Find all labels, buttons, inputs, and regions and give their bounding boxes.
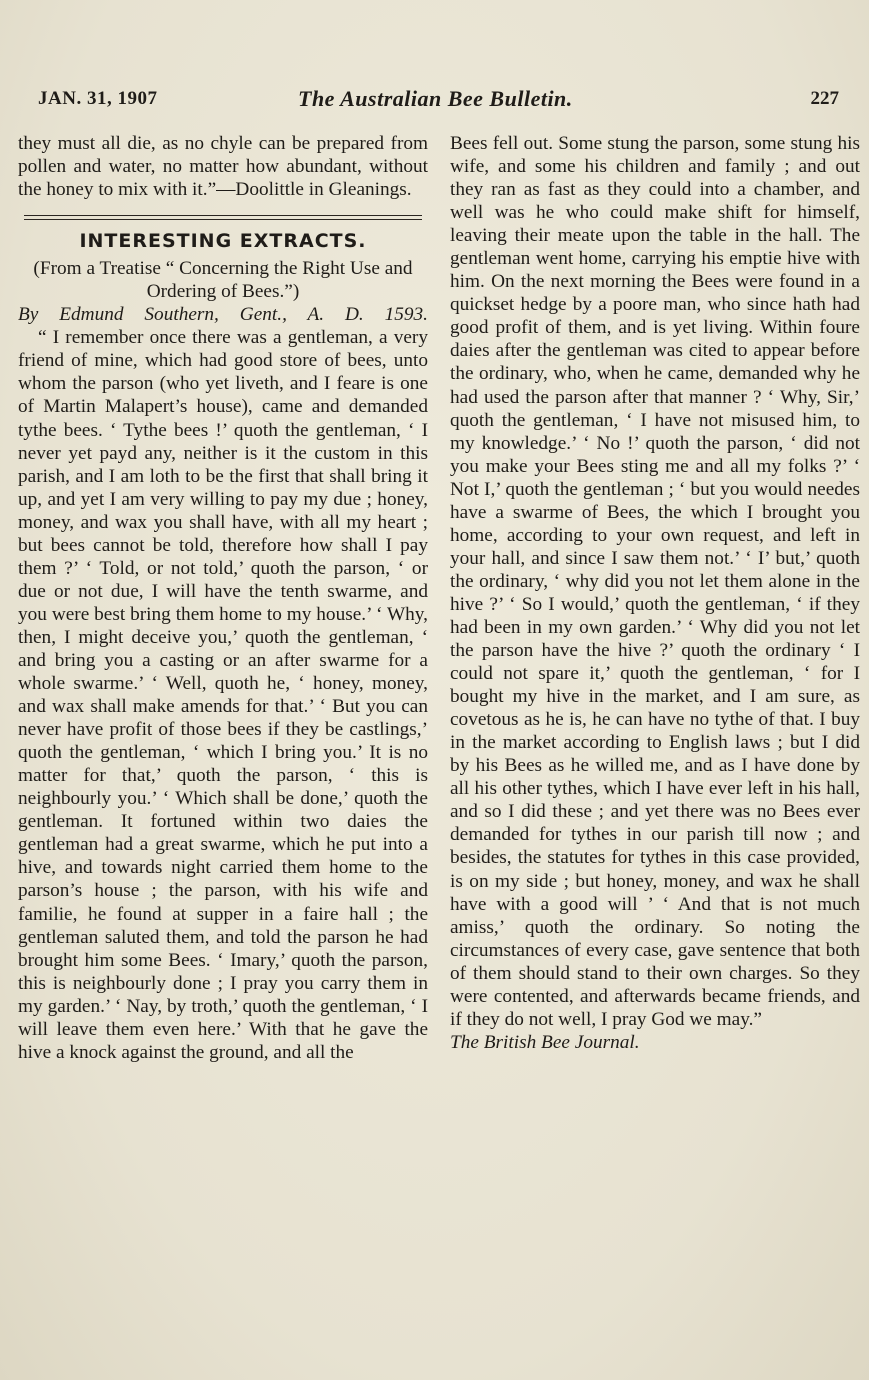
left-column: [18, 132, 428, 1064]
section-divider: [24, 215, 422, 220]
body-paragraph-continued: Bees fell out. Some stung the parson, some stung his wife, and some his children and family ; and out they ran as fast as they could into a chamber, and well was he who could make shift for himself, leaving their meate upon the table in the hall. The gentleman went home, carrying his emptie hive with him. On the next morning the Bees were found in a quickset hedge by a poore man, who since hath had good profit of them, and is yet living. Within foure daies after the gentleman was cited to appear before the ordinary, who, when he came, demanded why he had used the parson after that manner ? ‘ Why, Sir,’ quoth the gentleman, ‘ I have not misused him, to my knowledge.’ ‘ No !’ quoth the parson, ‘ did not you make your Bees sting me and all my folks ?’ ‘ Not I,’ quoth the gentleman ; ‘ but you would needes have a swarme of Bees, the which I brought you home, according to your own request, and left in your hall, and since I saw them not.’ ‘ I’ but,’ quoth the ordinary, ‘ why did you not let them alone in the hive ?’ ‘ So I would,’ quoth the gentleman, ‘ if they had been in my own garden.’ ‘ Why did you not let the parson have the hive ?’ quoth the ordinary ‘ I could not spare it,’ quoth the gentleman, ‘ for I bought my hive in the market, and I am sure, as covetous as he is, he can have no tythe of that. I buy in the market according to English laws ; but I did by his Bees as he willed me, and as I have done by all his other tythes, which I have ever left in his hall, and so I did these ; and yet there was no Bees ever demanded for tythes in our parish till now ; and besides, the statutes for tythes in this case provided, is on my side ; but honey, money, and wax he shall have with a good will ’ ‘ And that is not much amiss,’ quoth the ordinary. So noting the circumstances of every case, gave sentence that both of them should stand to their own charges. So they were contented, and afterwards became friends, and if they do not well, I pray God we may.”: [450, 133, 860, 1030]
byline: By Edmund Southern, Gent., A. D. 1593.: [18, 304, 428, 326]
page-number: 227: [810, 88, 839, 109]
page-header: [38, 88, 839, 114]
header-title: The Australian Bee Bulletin.: [298, 86, 573, 111]
body-paragraph: “ I remember once there was a gentleman, a very friend of mine, which had good store of bees, unto whom the parson (who yet liveth, and I feare is one of Martin Malapert’s house), came and demanded tythe bees. ‘ Tythe bees !’ quoth the gentleman, ‘ I never yet payd any, neither is it the custom in this parish, and I am loth to be the first that shall bring it up, and yet I am very willing to pay my due ; honey, money, and wax you shall have, with all my heart ; but bees cannot be told, therefore how shall I pay them ?’ ‘ Told, or not told,’ quoth the parson, ‘ or due or not due, I will have the tenth swarme, and you were best bring them home to my house.’ ‘ Why, then, I might deceive you,’ quoth the gentleman, ‘ and bring you a casting or an after swarme for a whole swarme.’ ‘ Well, quoth he, ‘ honey, money, and wax shall make amends for that.’ ‘ But you can never have profit of those bees if they be castlings,’ quoth the gentleman, ‘ which I bring you.’ It is no matter for that,’ quoth the parson, ‘ this is neighbourly you.’ ‘ Which shall be done,’ quoth the gentleman. It fortuned within two daies the gentleman had a great swarme, which he put into a hive, and towards night carried them home to the parson’s house ; the parson, with his wife and familie, he found at supper in a faire hall ; the gentleman saluted them, and told the parson he had brought him some Bees. ‘ Imary,’ quoth the parson, this is neighbourly done ; I pray you carry them in my garden.’ ‘ Nay, by troth,’ quoth the gentleman, ‘ I will leave them even here.’ With that he gave the hive a knock against the ground, and all the: [18, 327, 428, 1063]
section-subtitle: (From a Treatise “ Concerning the Right Use and Ordering of Bees.”): [33, 258, 413, 303]
section-title: INTERESTING EXTRACTS.: [79, 230, 367, 253]
right-column: [450, 132, 860, 1054]
divider-line: [24, 219, 422, 220]
header-date: JAN. 31, 1907: [38, 88, 158, 109]
divider-line: [24, 215, 422, 216]
source-credit: The British Bee Journal.: [450, 1031, 640, 1053]
continuation-paragraph: they must all die, as no chyle can be prepared from pollen and water, no matter how abundant, without the honey to mix with it.”—Doolittle in Gleanings.: [18, 133, 428, 201]
